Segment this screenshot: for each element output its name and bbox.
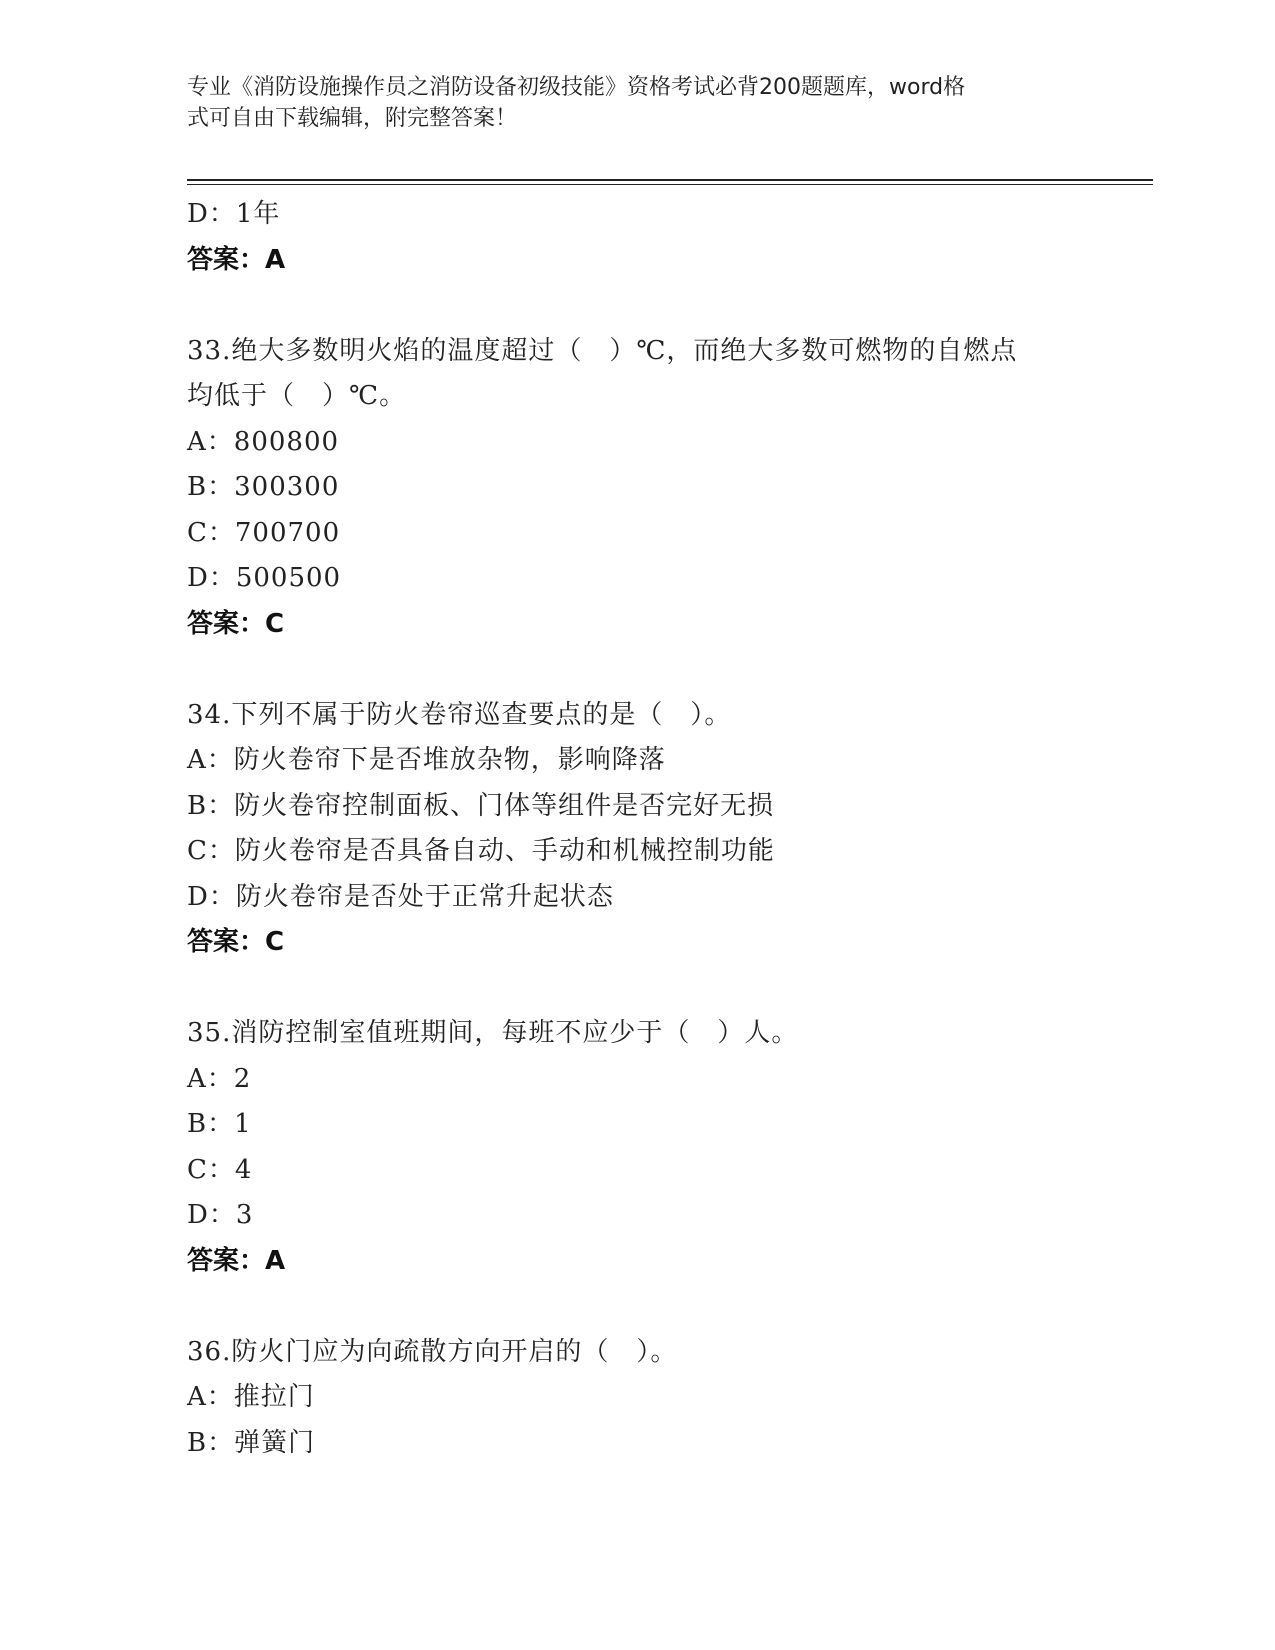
spacer — [187, 647, 1087, 693]
question-stem: 35.消防控制室值班期间，每班不应少于（ ）人。 — [187, 1018, 799, 1048]
answer: 答案：C — [187, 608, 285, 639]
option-a: A：推拉门 — [187, 1382, 315, 1412]
question-stem: 36.防火门应为向疏散方向开启的（ ）。 — [187, 1336, 678, 1367]
spacer — [187, 966, 1087, 1012]
option-c: C：4 — [187, 1154, 253, 1185]
option-d: D：3 — [187, 1200, 254, 1230]
header-rule-thin — [187, 184, 1153, 185]
header-rule-thick — [187, 179, 1153, 181]
option-d: D：防火卷帘是否处于正常升起状态 — [187, 881, 614, 912]
option-b: B：1 — [187, 1109, 252, 1139]
prev-answer: 答案：A — [187, 244, 286, 275]
answer: 答案：A — [187, 1245, 286, 1276]
option-a: A：防火卷帘下是否堆放杂物，影响降落 — [187, 745, 666, 775]
option-b: B：防火卷帘控制面板、门体等组件是否完好无损 — [187, 790, 775, 821]
header-line-2: 式可自由下载编辑，附完整答案！ — [187, 106, 518, 131]
option-d: D：500500 — [187, 563, 342, 593]
option-a: A：2 — [187, 1063, 252, 1094]
answer: 答案：C — [187, 927, 285, 957]
option-b: B：弹簧门 — [187, 1427, 316, 1458]
spacer — [187, 283, 1087, 329]
document-header — [187, 72, 1067, 134]
option-b: B：300300 — [187, 472, 340, 502]
question-stem-continued: 均低于（ ）℃。 — [187, 381, 407, 411]
question-stem: 33.绝大多数明火焰的温度超过（ ）℃，而绝大多数可燃物的自燃点 — [187, 335, 1018, 366]
option-c: C：防火卷帘是否具备自动、手动和机械控制功能 — [187, 836, 775, 866]
question-35 — [187, 1011, 1087, 1284]
question-stem: 34.下列不属于防火卷帘巡查要点的是（ ）。 — [187, 699, 732, 730]
prev-option-d: D：1年 — [187, 199, 281, 229]
question-33 — [187, 329, 1087, 648]
header-line-1: 专业《消防设施操作员之消防设备初级技能》资格考试必背200题题库，word格 — [187, 75, 966, 100]
question-list — [187, 192, 1087, 1466]
question-36 — [187, 1330, 1087, 1467]
option-c: C：700700 — [187, 517, 341, 548]
option-a: A：800800 — [187, 426, 340, 457]
spacer — [187, 1284, 1087, 1330]
question-34 — [187, 693, 1087, 966]
